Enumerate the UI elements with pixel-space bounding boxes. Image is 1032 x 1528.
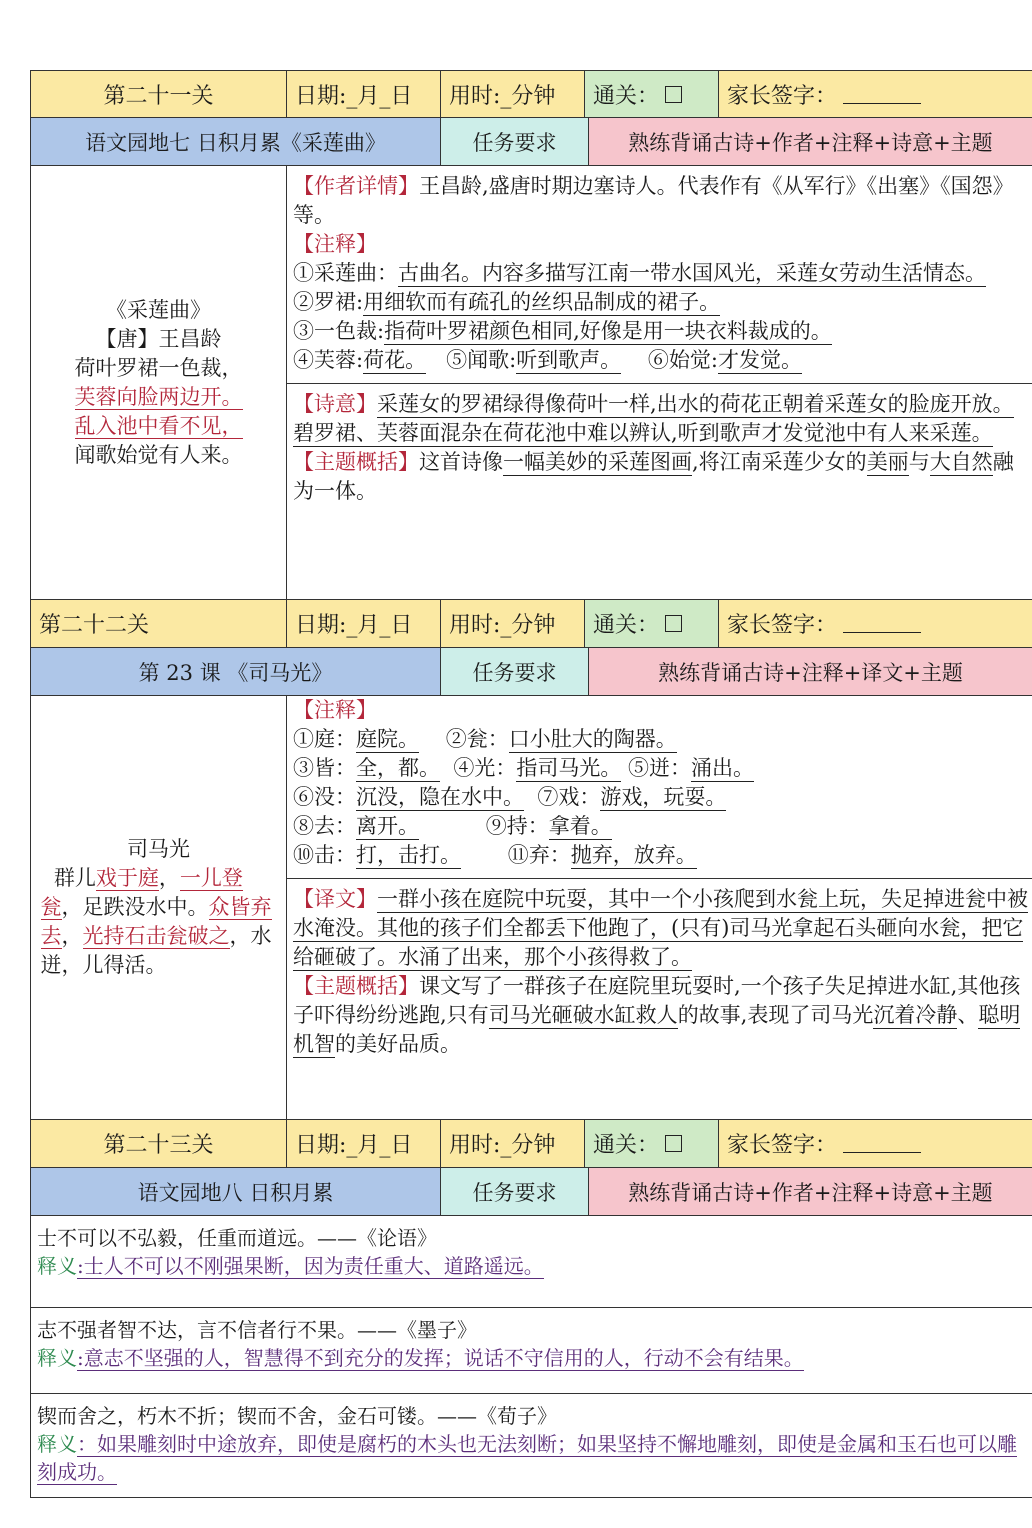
sign-label: 家长签字： bbox=[727, 83, 838, 109]
note-item: ②罗裙:用细软而有疏孔的丝织品制成的裙子。 bbox=[293, 290, 721, 314]
poem-author: 【唐】王昌龄 bbox=[95, 326, 222, 351]
quote-gloss: 释义:士人不可以不刚强果断，因为责任重大、道路遥远。 bbox=[37, 1254, 544, 1278]
poem-line: 芙蓉向脸两边开。 bbox=[74, 384, 243, 409]
quote-item bbox=[30, 1216, 1032, 1308]
poem-title: 《采莲曲》 bbox=[106, 297, 211, 322]
quote-item bbox=[30, 1394, 1032, 1498]
quote-text: 志不强者智不达，言不信者行不果。——《墨子》 bbox=[37, 1318, 477, 1342]
quote-text: 士不可以不弘毅，任重而道远。——《论语》 bbox=[37, 1226, 437, 1250]
author-tag: 【作者详情】 bbox=[293, 174, 419, 198]
level-title: 第二十二关 bbox=[30, 600, 286, 648]
lesson-title: 语文园地八 日积月累 bbox=[30, 1168, 440, 1216]
worksheet bbox=[30, 70, 1032, 1498]
poem-title: 司马光 bbox=[127, 837, 190, 861]
poem-panel bbox=[30, 696, 286, 1120]
quote-text: 锲而舍之，朽木不折；锲而不舍，金石可镂。——《荀子》 bbox=[37, 1404, 557, 1428]
lesson-row-22 bbox=[30, 648, 1032, 696]
quote-gloss: 释义:意志不坚强的人，智慧得不到充分的发挥；说话不守信用的人，行动不会有结果。 bbox=[37, 1346, 804, 1370]
note-item: ④芙蓉:荷花。 ⑤闻歌:听到歌声。 ⑥始觉:才发觉。 bbox=[293, 348, 802, 372]
theme-section: 【主题概括】课文写了一群孩子在庭院里玩耍时,一个孩子失足掉进水缸,其他孩子吓得纷纷逃跑,只有司马光砸破水缸救人的故事,表现了司马光沉着冷静、聪明机智的美好品质。 bbox=[293, 974, 1021, 1056]
quote-row bbox=[30, 1308, 1032, 1394]
quote-item bbox=[30, 1308, 1032, 1394]
header-row-21 bbox=[30, 70, 1032, 118]
poem-text: 群儿戏于庭，一儿登瓮，足跌没水中。众皆弃去，光持石击瓮破之，水迸，儿得活。 bbox=[40, 866, 272, 977]
poem-line: 闻歌始觉有人来。 bbox=[74, 442, 243, 467]
lesson-title: 语文园地七 日积月累《采莲曲》 bbox=[30, 118, 440, 166]
sign-line[interactable] bbox=[843, 1134, 921, 1153]
pass-label: 通关： bbox=[593, 83, 660, 109]
date-field[interactable]: 日期:_月_日 bbox=[286, 1120, 440, 1168]
translation-section: 【译文】一群小孩在庭院中玩耍，其中一个小孩爬到水瓮上玩，失足掉进瓮中被水淹没。其他的孩子们全都丢下他跑了，(只有)司马光拿起石头砸向水瓮，把它给砸破了。水涌了出来，那个小孩得救了。 bbox=[293, 887, 1028, 969]
meaning-section: 【诗意】采莲女的罗裙绿得像荷叶一样,出水的荷花正朝着采莲女的脸庞开放。碧罗裙、芙蓉面混杂在荷花池中难以辨认,听到歌声才发觉池中有人来采莲。 bbox=[293, 392, 1014, 445]
header-row-23 bbox=[30, 1120, 1032, 1168]
lesson-row-21 bbox=[30, 118, 1032, 166]
sign-line[interactable] bbox=[843, 85, 921, 104]
poem-line: 荷叶罗裙一色裁， bbox=[74, 355, 243, 380]
poem-panel bbox=[30, 166, 286, 600]
poem-line: 乱入池中看不见， bbox=[74, 413, 243, 438]
task-requirement: 熟练背诵古诗+作者+注释+诗意+主题 bbox=[588, 118, 1032, 166]
pass-checkbox[interactable] bbox=[665, 615, 682, 632]
note-item: ⑩击：打，击打。 ⑪弃：抛弃，放弃。 bbox=[293, 843, 697, 867]
header-row-22 bbox=[30, 600, 1032, 648]
note-item: ①采莲曲：古曲名。内容多描写江南一带水国风光，采莲女劳动生活情态。 bbox=[293, 261, 986, 285]
pass-field[interactable] bbox=[584, 70, 718, 118]
quote-row bbox=[30, 1394, 1032, 1498]
task-requirement: 熟练背诵古诗+作者+注释+诗意+主题 bbox=[588, 1168, 1032, 1216]
level-title: 第二十三关 bbox=[30, 1120, 286, 1168]
author-section bbox=[293, 172, 1032, 230]
time-field[interactable]: 用时:_分钟 bbox=[440, 600, 584, 648]
pass-field[interactable]: 通关： bbox=[584, 600, 718, 648]
pass-field[interactable]: 通关： bbox=[584, 1120, 718, 1168]
quote-gloss: 释义：如果雕刻时中途放弃，即使是腐朽的木头也无法刻断；如果坚持不懈地雕刻，即使是金属和玉石也可以雕刻成功。 bbox=[37, 1432, 1017, 1484]
parent-sign-field[interactable] bbox=[718, 70, 1032, 118]
author-text: 王昌龄,盛唐时期边塞诗人。代表作有《从军行》《出塞》《国怨》等。 bbox=[293, 174, 1014, 227]
sign-line[interactable] bbox=[843, 614, 921, 633]
lesson-title: 第 23 课 《司马光》 bbox=[30, 648, 440, 696]
level-title: 第二十一关 bbox=[30, 70, 286, 118]
content-row-22 bbox=[30, 696, 1032, 1120]
pass-checkbox[interactable] bbox=[665, 86, 682, 103]
note-item: ③皆：全，都。 ④光：指司马光。 ⑤迸：涌出。 bbox=[293, 756, 755, 780]
note-item: ⑧去：离开。 ⑨持：拿着。 bbox=[293, 814, 612, 838]
divider bbox=[287, 383, 1032, 384]
quote-row bbox=[30, 1216, 1032, 1308]
task-requirement: 熟练背诵古诗+注释+译文+主题 bbox=[588, 648, 1032, 696]
content-row-21 bbox=[30, 166, 1032, 600]
lesson-row-23 bbox=[30, 1168, 1032, 1216]
pass-checkbox[interactable] bbox=[665, 1135, 682, 1152]
notes-panel bbox=[286, 166, 1032, 600]
note-item: ③一色裁:指荷叶罗裙颜色相同,好像是用一块衣料裁成的。 bbox=[293, 319, 832, 343]
note-item: ⑥没：沉没，隐在水中。 ⑦戏：游戏，玩耍。 bbox=[293, 785, 727, 809]
date-field[interactable]: 日期:_月_日 bbox=[286, 600, 440, 648]
theme-section: 【主题概括】这首诗像一幅美妙的采莲图画,将江南采莲少女的美丽与大自然融为一体。 bbox=[293, 450, 1014, 503]
notes-panel bbox=[286, 696, 1032, 1120]
time-field[interactable]: 用时:_分钟 bbox=[440, 70, 584, 118]
date-field[interactable]: 日期:_月_日 bbox=[286, 70, 440, 118]
notes-tag: 【注释】 bbox=[293, 232, 377, 256]
time-field[interactable]: 用时:_分钟 bbox=[440, 1120, 584, 1168]
notes-tag: 【注释】 bbox=[293, 698, 377, 722]
parent-sign-field[interactable]: 家长签字： bbox=[718, 600, 1032, 648]
parent-sign-field[interactable]: 家长签字： bbox=[718, 1120, 1032, 1168]
task-label: 任务要求 bbox=[440, 648, 588, 696]
divider bbox=[287, 878, 1032, 879]
task-label: 任务要求 bbox=[440, 118, 588, 166]
note-item: ①庭：庭院。 ②瓮：口小肚大的陶器。 bbox=[293, 727, 677, 751]
task-label: 任务要求 bbox=[440, 1168, 588, 1216]
